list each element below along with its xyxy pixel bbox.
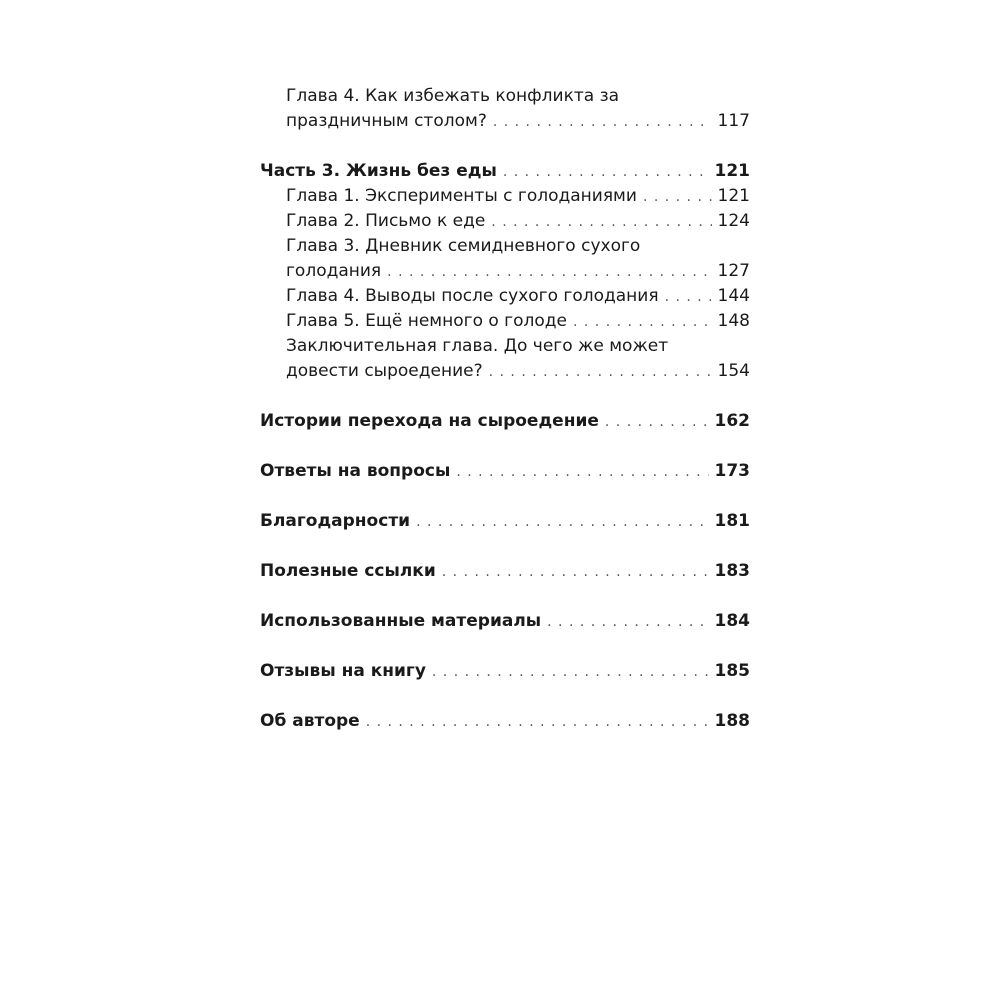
toc-page-number: 162 <box>714 411 750 431</box>
toc-entry-line <box>260 559 750 584</box>
toc-entry-title: голодания <box>286 261 382 281</box>
toc-entry-title: Глава 2. Письмо к еде <box>286 211 486 231</box>
toc-entry-title: Заключительная глава. До чего же может <box>286 336 669 356</box>
toc-entry-title: Глава 1. Эксперименты с голоданиями <box>286 186 637 206</box>
toc-page-number: 154 <box>717 361 750 381</box>
toc-entry-title: праздничным столом? <box>286 111 487 131</box>
dot-leader <box>456 460 708 485</box>
toc-entry-title: Глава 5. Ещё немного о голоде <box>286 311 567 331</box>
toc-entry-line <box>286 334 750 359</box>
toc-entry-line <box>286 309 750 334</box>
toc-entry-line <box>286 109 750 134</box>
toc-page-number: 184 <box>714 611 750 631</box>
toc-entry-line <box>260 459 750 484</box>
toc-entry-title: Глава 4. Как избежать конфликта за <box>286 86 620 106</box>
toc-entry-line <box>260 159 750 184</box>
dot-leader <box>366 710 709 735</box>
toc-entry-title: Использованные материалы <box>260 611 542 631</box>
toc-entry <box>260 184 750 209</box>
table-of-contents <box>260 84 750 734</box>
toc-entry-title: Отзывы на книгу <box>260 661 426 681</box>
toc-entry-line <box>286 184 750 209</box>
toc-entry-title: довести сыроедение? <box>286 361 483 381</box>
toc-entry-line <box>260 509 750 534</box>
toc-entry <box>260 159 750 184</box>
dot-leader <box>547 610 708 635</box>
toc-page-number: 188 <box>714 711 750 731</box>
toc-entry-line <box>260 659 750 684</box>
toc-entry <box>260 709 750 734</box>
toc-page-number: 124 <box>717 211 750 231</box>
toc-entry-line <box>286 209 750 234</box>
toc-entry-title: Глава 3. Дневник семидневного сухого <box>286 236 641 256</box>
toc-entry <box>260 609 750 634</box>
toc-entry-line <box>260 709 750 734</box>
toc-entry-line <box>260 409 750 434</box>
dot-leader <box>491 210 711 235</box>
toc-entry <box>260 84 750 134</box>
toc-entry-title: Глава 4. Выводы после сухого голодания <box>286 286 659 306</box>
dot-leader <box>665 285 712 310</box>
toc-entry <box>260 334 750 384</box>
dot-leader <box>387 260 711 285</box>
toc-entry <box>260 409 750 434</box>
toc-entry-line <box>286 234 750 259</box>
toc-entry-title: Ответы на вопросы <box>260 461 451 481</box>
toc-entry <box>260 459 750 484</box>
toc-entry-title: Об авторе <box>260 711 360 731</box>
dot-leader <box>416 510 708 535</box>
toc-page-number: 185 <box>714 661 750 681</box>
toc-entry-title: Благодарности <box>260 511 411 531</box>
dot-leader <box>442 560 709 585</box>
toc-page-number: 117 <box>717 111 750 131</box>
toc-page-number: 121 <box>714 161 750 181</box>
toc-entry-line <box>286 84 750 109</box>
toc-page-number: 148 <box>717 311 750 331</box>
toc-entry <box>260 234 750 284</box>
toc-entry-line <box>286 359 750 384</box>
dot-leader <box>493 110 712 135</box>
dot-leader <box>489 360 712 385</box>
toc-page-number: 181 <box>714 511 750 531</box>
toc-entry-line <box>260 609 750 634</box>
toc-entry-line <box>286 284 750 309</box>
dot-leader <box>503 160 709 185</box>
toc-entry <box>260 284 750 309</box>
toc-page-number: 144 <box>717 286 750 306</box>
toc-entry <box>260 659 750 684</box>
toc-entry-title: Полезные ссылки <box>260 561 436 581</box>
dot-leader <box>605 410 709 435</box>
toc-entry <box>260 209 750 234</box>
dot-leader <box>432 660 709 685</box>
toc-entry <box>260 559 750 584</box>
toc-page-number: 173 <box>714 461 750 481</box>
toc-entry <box>260 509 750 534</box>
toc-page-number: 183 <box>714 561 750 581</box>
toc-entry-title: Часть 3. Жизнь без еды <box>260 161 497 181</box>
toc-entry <box>260 309 750 334</box>
toc-page-number: 121 <box>717 186 750 206</box>
toc-entry-title: Истории перехода на сыроедение <box>260 411 599 431</box>
toc-entry-line <box>286 259 750 284</box>
dot-leader <box>643 185 712 210</box>
toc-page-number: 127 <box>717 261 750 281</box>
dot-leader <box>573 310 712 335</box>
